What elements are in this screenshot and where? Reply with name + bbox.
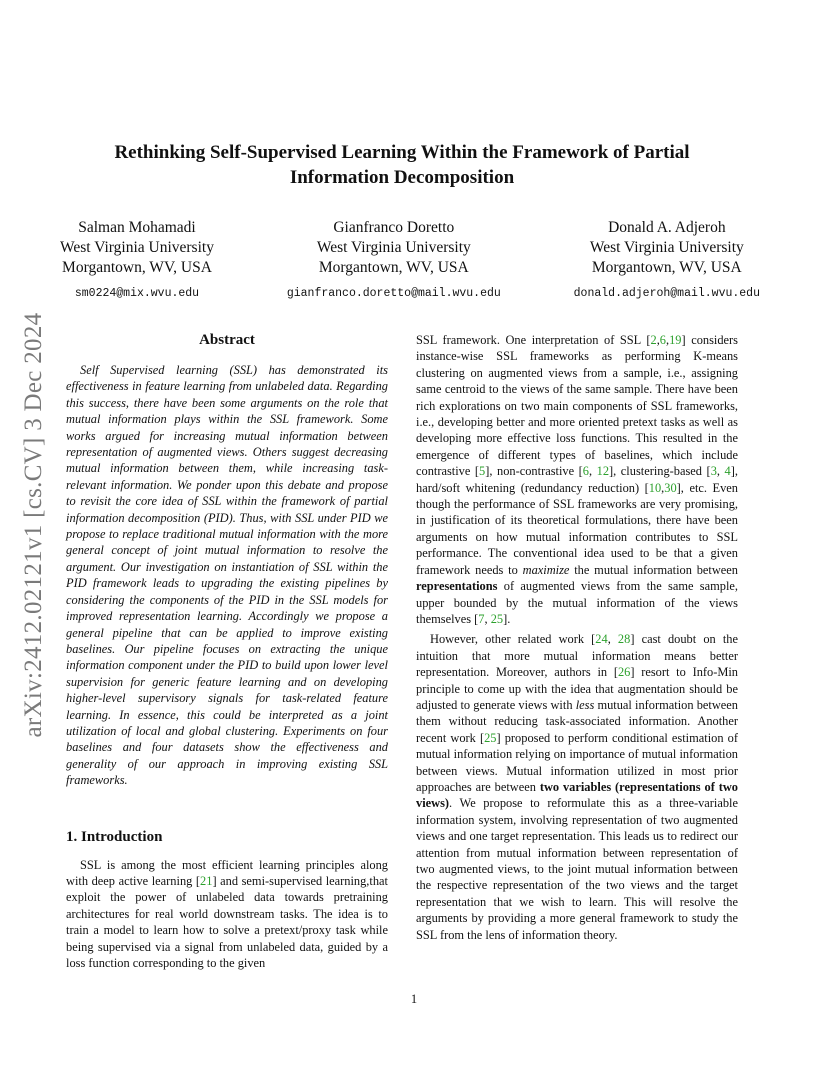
citation-link[interactable]: 6 (659, 333, 666, 347)
author-block (60, 218, 760, 304)
text-run: , (656, 333, 660, 347)
citation-link[interactable]: 6 (582, 464, 589, 479)
text-run: SSL is among the most efficient learning principles along with deep active learning [ (66, 857, 388, 888)
citation-link[interactable]: 28 (617, 632, 631, 647)
text-run: , (588, 464, 597, 479)
author-affiliation: West Virginia University (60, 239, 214, 256)
text-run: mutual information between them without reducing task-associated information. Another recent work [ (416, 697, 738, 745)
text-run: , (484, 611, 491, 626)
abstract-heading: Abstract (199, 332, 255, 348)
citation-link[interactable]: 2 (650, 333, 657, 347)
arxiv-id-text: arXiv:2412.02121v1 [cs.CV] 3 Dec 2024 (20, 312, 47, 738)
left-column (66, 330, 388, 971)
citation-link[interactable]: 7 (478, 611, 485, 626)
author-affiliation: West Virginia University (589, 239, 744, 256)
paper-title: Rethinking Self-Supervised Learning Within the Framework of Partial Information Decomposition (114, 142, 690, 188)
author-affiliation: West Virginia University (316, 239, 471, 256)
author-3 (574, 218, 760, 304)
bold-text: two variables (representations of two views) (416, 779, 738, 811)
author-email: gianfranco.doretto@mail.wvu.edu (286, 287, 501, 300)
author-location: Morgantown, WV, USA (591, 259, 742, 276)
author-2 (287, 218, 501, 304)
citation-link[interactable]: 30 (664, 480, 677, 495)
author-1 (60, 218, 214, 304)
intro-paragraph (66, 857, 388, 972)
arxiv-identifier-stamp (16, 290, 52, 760)
text-run: ], hard/soft whitening (redundancy reduction) [ (416, 464, 738, 495)
right-column (416, 332, 738, 943)
text-run: of augmented views from the same sample, upper bounded by the mutual information of the views themselves [ (416, 579, 738, 626)
page-number: 1 (410, 992, 418, 1006)
emphasis-text: maximize (522, 562, 570, 577)
citation-link[interactable]: 19 (669, 333, 682, 347)
author-email: sm0224@mix.wvu.edu (74, 287, 200, 300)
author-email: donald.adjeroh@mail.wvu.edu (573, 287, 760, 300)
author-name: Gianfranco Doretto (333, 219, 455, 236)
text-run: ] and semi-supervised learning,that exploit the power of unlabeled data towards pretraining architectures for real world downstream tasks. The idea is to train a model to learn how to solve a pretext/proxy task while being supervised via a signal from unlabeled data, guided by a loss function corresponding to the given (66, 873, 388, 970)
author-name: Salman Mohamadi (78, 219, 196, 236)
text-run: , (666, 333, 670, 347)
citation-link[interactable]: 25 (484, 730, 497, 745)
text-run: ], clustering-based [ (609, 464, 711, 479)
author-location: Morgantown, WV, USA (62, 259, 212, 276)
text-run: However, other related work [ (430, 632, 596, 647)
citation-link[interactable]: 5 (479, 464, 486, 479)
citation-link[interactable]: 10 (648, 480, 662, 495)
text-run: ] considers instance-wise SSL frameworks as performing K-means clustering on augmented views from a sample, i.e., assigning same centroid to the views of the same sample. There have been rich explorations on two main components of SSL frameworks, i.e., developing better and more oriented pretext tasks as well as developing more effective loss functions. This resulted in the emergence of different types of baselines, which include contrastive [ (416, 333, 738, 479)
right-paragraph-1 (416, 332, 738, 627)
text-run: ] proposed to perform conditional estimation of mutual information relying on importance of mutual information between views. Mutual information utilized in most prior approaches are between (416, 730, 738, 794)
text-run: ], etc. Even though the performance of SSL frameworks are very promising, in justification of its theoretical formulations, there have been arguments on how mutual information contributes to SSL performance. The conventional idea used to be that a given framework needs to (416, 480, 738, 577)
text-run: ] resort to Info-Min principle to come up with the idea that augmentation should be adjusted to generate views with (416, 665, 738, 712)
text-run: . We propose to reformulate this as a three-variable information system, involving representation of two augmented views and one target representation. This leads us to redirect our attention from mutual information between representation of two augmented views, to the joint mutual information between the respective representation of the two views and the target representation that we wish to learn. This will resolve the arguments by providing a more general framework to study the SSL from the lens of information theory. (416, 796, 738, 942)
abstract-text: Self Supervised learning (SSL) has demonstrated its effectiveness in feature learning from unlabeled data. Regarding this success, there have been some arguments on the role that mutual information plays within the SSL framework. Some works argued for increasing mutual information between representation of augmented views. Others suggest decreasing mutual information between them, while increasing task-relevant information. We ponder upon this debate and propose to revisit the core idea of SSL within the framework of partial information decomposition (PID). Thus, with SSL under PID we propose to replace traditional mutual information with the more general concept of joint mutual information to resolve the argument. Our investigation on instantiation of SSL within the PID framework leads to upgrading the existing pipelines by considering the components of the PID in the SSL models for improved representation learning. Accordingly we propose a general pipeline that can be applied to improve existing baselines. Our pipeline focuses on extracting the unique information component under the PID to build upon lower level supervision for generic feature learning and on developing higher-level supervisory signals for task-related feature learning. In essence, this could be interpreted as a joint utilization of local and global clustering. Experiments on four baselines and four datasets show the effectiveness and generality of our approach in improving existing SSL frameworks. (66, 363, 388, 788)
citation-link[interactable]: 26 (617, 665, 631, 680)
author-name: Donald A. Adjeroh (608, 219, 726, 236)
text-run: , (716, 464, 725, 479)
text-run: the mutual information between (569, 562, 738, 577)
text-run: ], non-contrastive [ (485, 464, 583, 479)
text-run: ]. (503, 611, 511, 626)
bold-text: representations (416, 579, 498, 594)
text-run: , (607, 632, 618, 647)
author-location: Morgantown, WV, USA (318, 259, 469, 276)
text-run: ] cast doubt on the intuition that more mutual information means better representation. Moreover, authors in [ (416, 632, 738, 680)
emphasis-text: less (575, 697, 595, 712)
citation-link[interactable]: 4 (724, 464, 731, 479)
citation-link[interactable]: 3 (710, 464, 717, 479)
citation-link[interactable]: 21 (200, 873, 213, 888)
citation-link[interactable]: 25 (490, 611, 504, 626)
citation-link[interactable]: 12 (596, 464, 610, 479)
right-paragraph-2 (416, 631, 738, 943)
text-run: , (661, 480, 665, 495)
introduction-heading: 1. Introduction (66, 828, 163, 845)
text-run: SSL framework. One interpretation of SSL [ (416, 333, 651, 347)
citation-link[interactable]: 24 (595, 632, 608, 647)
